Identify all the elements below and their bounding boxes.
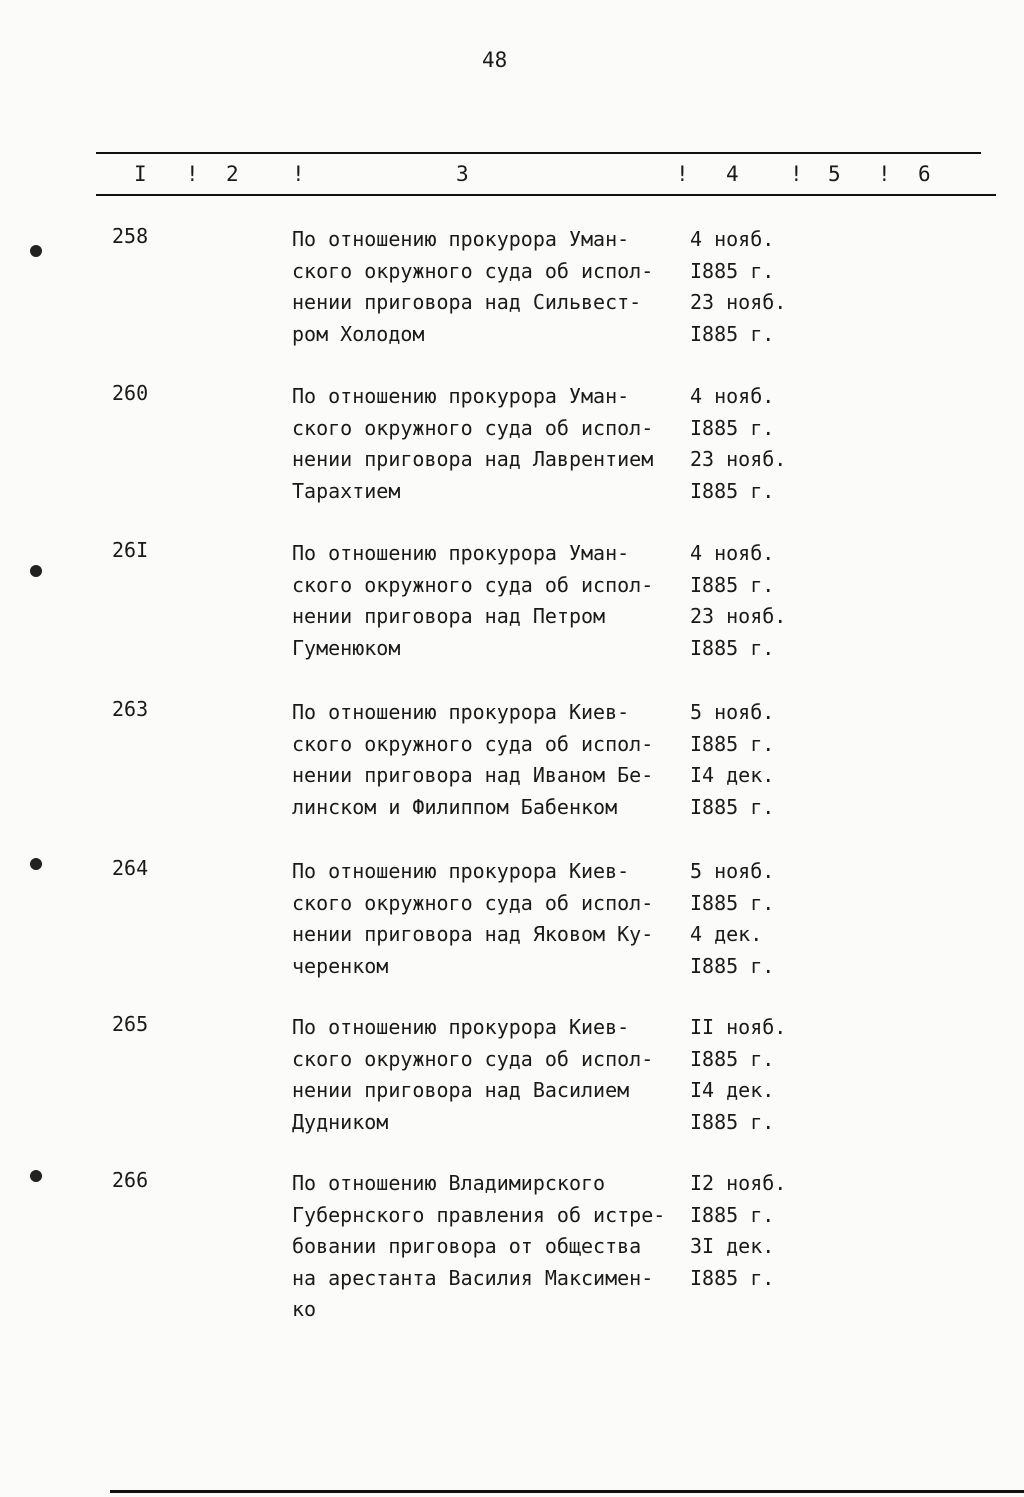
date-line: I4 дек.	[690, 1078, 775, 1102]
column-header-4: 4	[726, 162, 739, 186]
entry-description	[292, 856, 684, 982]
column-header-2: 2	[226, 162, 239, 186]
date-line: 4 нояб.	[690, 227, 775, 251]
date-line: II нояб.	[690, 1015, 787, 1039]
date-line: I885 г.	[690, 572, 775, 597]
header-bottom-rule	[96, 194, 996, 196]
register-entry	[0, 1168, 1024, 1348]
entry-description	[292, 697, 684, 823]
page-number: 48	[482, 48, 508, 72]
entry-description	[292, 1012, 684, 1138]
entry-description	[292, 381, 684, 507]
description-line: ского окружного суда об испол-	[292, 890, 654, 915]
date-line: I885 г.	[690, 1109, 775, 1134]
description-line: Тарахтием	[292, 478, 401, 503]
page-bottom-rule	[110, 1490, 1024, 1493]
column-header-6: 6	[918, 162, 931, 186]
date-line: I885 г.	[690, 1202, 775, 1227]
register-entry	[0, 856, 1024, 1006]
entry-description	[292, 538, 684, 664]
entry-dates	[690, 1168, 810, 1294]
date-line: I885 г.	[690, 890, 775, 915]
description-line: Гуменюком	[292, 635, 401, 660]
description-line: По отношению прокурора Уман-	[292, 227, 630, 251]
entry-dates	[690, 697, 810, 823]
entry-dates	[690, 381, 810, 507]
description-line: нении приговора над Сильвест-	[292, 290, 642, 314]
column-separator: !	[292, 162, 305, 186]
description-line: Дудником	[292, 1109, 389, 1134]
date-line: 4 дек.	[690, 922, 763, 946]
entry-number: 258	[112, 224, 149, 248]
description-line: нении приговора над Василием	[292, 1078, 630, 1102]
column-separator: !	[186, 162, 199, 186]
date-line: I4 дек.	[690, 763, 775, 787]
date-line: I885 г.	[690, 478, 775, 503]
date-line: I885 г.	[690, 953, 775, 978]
description-line: По отношению прокурора Киев-	[292, 1015, 630, 1039]
column-separator: !	[878, 162, 891, 186]
description-line: нении приговора над Петром	[292, 604, 606, 628]
date-line: I885 г.	[690, 415, 775, 440]
date-line: I2 нояб.	[690, 1171, 787, 1195]
description-line: По отношению прокурора Уман-	[292, 541, 630, 565]
entry-number: 26I	[112, 538, 149, 562]
description-line: ского окружного суда об испол-	[292, 258, 654, 283]
column-header-1: I	[134, 162, 147, 186]
entry-number: 263	[112, 697, 149, 721]
entry-number: 264	[112, 856, 149, 880]
register-entry	[0, 381, 1024, 531]
date-line: I885 г.	[690, 1046, 775, 1071]
column-header-5: 5	[828, 162, 841, 186]
description-line: По отношению Владимирского	[292, 1171, 606, 1195]
date-line: 23 нояб.	[690, 290, 787, 314]
entry-dates	[690, 538, 810, 664]
column-separator: !	[790, 162, 803, 186]
register-entry	[0, 224, 1024, 374]
date-line: 5 нояб.	[690, 700, 775, 724]
description-line: ского окружного суда об испол-	[292, 415, 654, 440]
description-line: ского окружного суда об испол-	[292, 572, 654, 597]
description-line: нении приговора над Иваном Бе-	[292, 763, 654, 787]
description-line: нении приговора над Яковом Ку-	[292, 922, 654, 946]
register-entry	[0, 538, 1024, 688]
date-line: I885 г.	[690, 1265, 775, 1290]
entry-number: 265	[112, 1012, 149, 1036]
description-line: По отношению прокурора Уман-	[292, 384, 630, 408]
entry-description	[292, 224, 684, 350]
description-line: По отношению прокурора Киев-	[292, 700, 630, 724]
description-line: ко	[292, 1297, 317, 1321]
date-line: 3I дек.	[690, 1234, 775, 1258]
date-line: I885 г.	[690, 794, 775, 819]
description-line: ского окружного суда об испол-	[292, 731, 654, 756]
entry-dates	[690, 1012, 810, 1138]
description-line: Губернского правления об истре-	[292, 1202, 666, 1227]
description-line: ром Холодом	[292, 321, 425, 346]
date-line: 4 нояб.	[690, 541, 775, 565]
description-line: нении приговора над Лаврентием	[292, 447, 654, 471]
entry-dates	[690, 856, 810, 982]
description-line: черенком	[292, 953, 389, 978]
date-line: I885 г.	[690, 731, 775, 756]
register-entry	[0, 1012, 1024, 1162]
register-entry	[0, 697, 1024, 847]
date-line: 23 нояб.	[690, 447, 787, 471]
description-line: на арестанта Василия Максимен-	[292, 1265, 654, 1290]
date-line: I885 г.	[690, 321, 775, 346]
entry-number: 260	[112, 381, 149, 405]
date-line: 23 нояб.	[690, 604, 787, 628]
column-header-3: 3	[456, 162, 469, 186]
date-line: I885 г.	[690, 635, 775, 660]
column-separator: !	[676, 162, 689, 186]
description-line: линском и Филиппом Бабенком	[292, 794, 618, 819]
description-line: ского окружного суда об испол-	[292, 1046, 654, 1071]
date-line: I885 г.	[690, 258, 775, 283]
description-line: бовании приговора от общества	[292, 1234, 642, 1258]
entry-number: 266	[112, 1168, 149, 1192]
header-top-rule	[96, 152, 981, 154]
description-line: По отношению прокурора Киев-	[292, 859, 630, 883]
entry-dates	[690, 224, 810, 350]
entry-description	[292, 1168, 684, 1326]
date-line: 5 нояб.	[690, 859, 775, 883]
date-line: 4 нояб.	[690, 384, 775, 408]
